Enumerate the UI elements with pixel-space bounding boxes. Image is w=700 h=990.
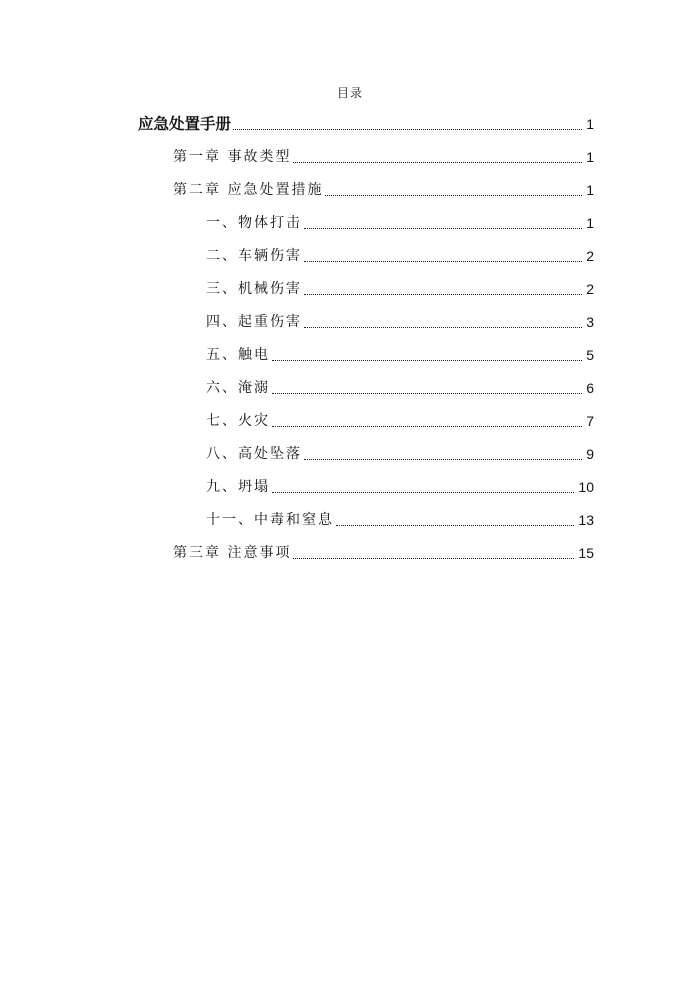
toc-entry-page: 9 bbox=[586, 446, 594, 462]
toc-entry-label: 七、火灾 bbox=[206, 413, 270, 429]
toc-entry-chapter-2[interactable] bbox=[173, 179, 594, 201]
toc-leader-dots bbox=[304, 227, 582, 229]
toc-leader-dots bbox=[272, 425, 582, 427]
toc-leader-dots bbox=[304, 260, 582, 262]
toc-entry-page: 2 bbox=[586, 248, 594, 264]
toc-leader-dots bbox=[293, 161, 582, 163]
toc-leader-dots bbox=[293, 557, 574, 559]
toc-entry-label: 第一章 事故类型 bbox=[173, 149, 292, 165]
toc-leader-dots bbox=[272, 359, 582, 361]
toc-entry-page: 7 bbox=[586, 413, 594, 429]
toc-entry-page: 2 bbox=[586, 281, 594, 297]
toc-entry-label: 一、物体打击 bbox=[206, 215, 302, 231]
toc-leader-dots bbox=[272, 491, 574, 493]
toc-leader-dots bbox=[304, 326, 582, 328]
toc-entry-section-2[interactable] bbox=[206, 245, 594, 267]
toc-leader-dots bbox=[233, 128, 582, 130]
toc-entry-label: 应急处置手册 bbox=[138, 115, 232, 133]
toc-entry-label: 六、淹溺 bbox=[206, 380, 270, 396]
toc-entry-section-5[interactable] bbox=[206, 344, 594, 366]
toc-entry-chapter-3[interactable] bbox=[173, 542, 594, 564]
toc-entry-section-8[interactable] bbox=[206, 443, 594, 465]
toc-entry-section-11[interactable] bbox=[206, 509, 594, 531]
toc-leader-dots bbox=[272, 392, 582, 394]
toc-leader-dots bbox=[336, 524, 574, 526]
toc-entry-page: 5 bbox=[586, 347, 594, 363]
toc-leader-dots bbox=[304, 293, 582, 295]
toc-entry-section-1[interactable] bbox=[206, 212, 594, 234]
toc-entry-page: 1 bbox=[586, 149, 594, 165]
toc-entry-page: 15 bbox=[578, 545, 594, 561]
toc-entry-label: 五、触电 bbox=[206, 347, 270, 363]
toc-entry-page: 1 bbox=[586, 215, 594, 231]
toc-entry-chapter-1[interactable] bbox=[173, 146, 594, 168]
toc-entry-title[interactable] bbox=[138, 113, 594, 135]
toc-entry-label: 四、起重伤害 bbox=[206, 314, 302, 330]
toc-entry-label: 三、机械伤害 bbox=[206, 281, 302, 297]
toc-entry-page: 10 bbox=[578, 479, 594, 495]
toc-entry-page: 6 bbox=[586, 380, 594, 396]
toc-entry-page: 1 bbox=[586, 116, 594, 132]
toc-entry-label: 第二章 应急处置措施 bbox=[173, 182, 324, 198]
toc-entry-section-7[interactable] bbox=[206, 410, 594, 432]
toc-entry-label: 第三章 注意事项 bbox=[173, 545, 292, 561]
toc-leader-dots bbox=[325, 194, 582, 196]
toc-entry-section-9[interactable] bbox=[206, 476, 594, 498]
toc-entry-section-4[interactable] bbox=[206, 311, 594, 333]
toc-entry-label: 九、坍塌 bbox=[206, 479, 270, 495]
toc-entry-label: 八、高处坠落 bbox=[206, 446, 302, 462]
toc-entry-page: 13 bbox=[578, 512, 594, 528]
toc-entry-section-6[interactable] bbox=[206, 377, 594, 399]
toc-leader-dots bbox=[304, 458, 582, 460]
toc-entry-section-3[interactable] bbox=[206, 278, 594, 300]
toc-entry-label: 十一、中毒和窒息 bbox=[206, 512, 334, 528]
toc-heading: 目录 bbox=[336, 86, 363, 100]
toc-entry-page: 3 bbox=[586, 314, 594, 330]
toc-entry-page: 1 bbox=[586, 182, 594, 198]
toc-entry-label: 二、车辆伤害 bbox=[206, 248, 302, 264]
